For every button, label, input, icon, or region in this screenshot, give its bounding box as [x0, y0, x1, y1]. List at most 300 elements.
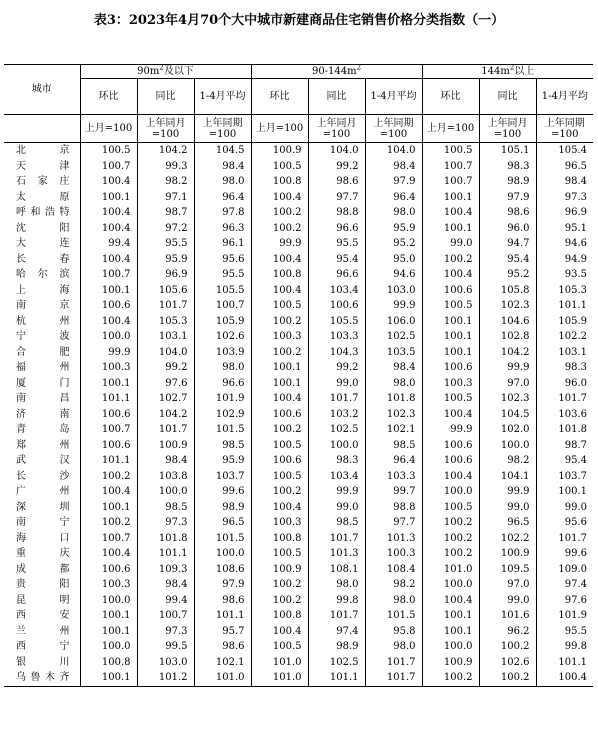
yoy-medium-cell: 97.4: [308, 624, 365, 640]
mom-small-cell: 100.4: [80, 174, 137, 190]
city-name-cell: 宁 波: [16, 331, 70, 342]
yoy-small-cell: 98.4: [137, 577, 194, 593]
mom-small-cell: 100.1: [80, 624, 137, 640]
avg-medium-cell: 101.3: [365, 531, 422, 547]
yoy-small-cell: 99.2: [137, 360, 194, 376]
yoy-large-cell: 96.5: [479, 515, 536, 531]
table-row: [4, 407, 593, 423]
price-index-table: [4, 64, 593, 687]
mom-small-cell: 100.1: [80, 190, 137, 206]
yoy-small-cell: 103.1: [137, 329, 194, 345]
city-name-cell: 济 南: [16, 408, 70, 420]
yoy-medium-cell: 104.3: [308, 345, 365, 361]
mom-medium-cell: 100.8: [251, 531, 308, 547]
yoy-large-cell: 96.2: [479, 624, 536, 640]
city-name-cell: 重 庆: [16, 548, 70, 559]
base-header-mom: 上月=100: [80, 115, 137, 143]
table-row: [4, 453, 593, 469]
yoy-medium-cell: 99.0: [308, 376, 365, 392]
yoy-small-cell: 104.2: [137, 407, 194, 423]
mom-medium-cell: 100.1: [251, 360, 308, 376]
yoy-small-cell: 98.7: [137, 205, 194, 221]
col-header-yoy: 同比: [308, 79, 365, 115]
table-row: [4, 376, 593, 392]
mom-medium-cell: 100.1: [251, 376, 308, 392]
yoy-medium-cell: 103.2: [308, 407, 365, 423]
yoy-large-cell: 104.2: [479, 345, 536, 361]
mom-medium-cell: 100.3: [251, 329, 308, 345]
mom-medium-cell: 100.2: [251, 205, 308, 221]
yoy-small-cell: 103.0: [137, 655, 194, 671]
avg-large-cell: 99.6: [536, 546, 593, 562]
yoy-medium-cell: 103.4: [308, 469, 365, 485]
table-row: [4, 267, 593, 283]
avg-small-cell: 105.9: [194, 314, 251, 330]
avg-small-cell: 100.7: [194, 298, 251, 314]
yoy-medium-cell: 99.9: [308, 484, 365, 500]
avg-medium-cell: 101.8: [365, 391, 422, 407]
table-row: [4, 655, 593, 671]
avg-small-cell: 102.6: [194, 329, 251, 345]
city-name-cell: 乌鲁木齐: [4, 670, 80, 686]
city-name-cell: 武 汉: [16, 455, 70, 466]
avg-small-cell: 98.0: [194, 360, 251, 376]
yoy-medium-cell: 101.1: [308, 670, 365, 686]
mom-medium-cell: 100.5: [251, 639, 308, 655]
avg-medium-cell: 98.0: [365, 205, 422, 221]
avg-medium-cell: 98.5: [365, 438, 422, 454]
avg-small-cell: 96.1: [194, 236, 251, 252]
avg-large-cell: 98.4: [536, 174, 593, 190]
mom-large-cell: 100.2: [422, 252, 479, 268]
mom-small-cell: 100.4: [80, 252, 137, 268]
yoy-large-cell: 105.8: [479, 283, 536, 299]
table-row: [4, 221, 593, 237]
yoy-medium-cell: 98.5: [308, 515, 365, 531]
mom-small-cell: 101.1: [80, 453, 137, 469]
mom-medium-cell: 100.5: [251, 469, 308, 485]
yoy-large-cell: 97.9: [479, 190, 536, 206]
mom-large-cell: 101.0: [422, 562, 479, 578]
mom-large-cell: 100.4: [422, 267, 479, 283]
mom-small-cell: 100.6: [80, 438, 137, 454]
avg-medium-cell: 98.2: [365, 577, 422, 593]
avg-medium-cell: 103.3: [365, 469, 422, 485]
yoy-large-cell: 97.0: [479, 577, 536, 593]
mom-large-cell: 100.2: [422, 546, 479, 562]
mom-medium-cell: 99.9: [251, 236, 308, 252]
mom-medium-cell: 100.2: [251, 577, 308, 593]
mom-large-cell: 99.0: [422, 236, 479, 252]
city-name-cell: 太 原: [16, 191, 70, 203]
mom-large-cell: 100.5: [422, 500, 479, 516]
mom-small-cell: 100.5: [80, 143, 137, 159]
mom-large-cell: 100.7: [422, 159, 479, 175]
yoy-medium-cell: 101.7: [308, 531, 365, 547]
avg-large-cell: 103.1: [536, 345, 593, 361]
mom-large-cell: 100.4: [422, 407, 479, 423]
col-header-avg: 1-4月平均: [194, 79, 251, 115]
yoy-large-cell: 99.9: [479, 360, 536, 376]
mom-large-cell: 100.6: [422, 438, 479, 454]
yoy-medium-cell: 101.7: [308, 391, 365, 407]
table-row: [4, 298, 593, 314]
yoy-large-cell: 102.2: [479, 531, 536, 547]
yoy-small-cell: 97.2: [137, 221, 194, 237]
avg-medium-cell: 106.0: [365, 314, 422, 330]
yoy-small-cell: 98.4: [137, 453, 194, 469]
yoy-large-cell: 97.0: [479, 376, 536, 392]
mom-small-cell: 100.6: [80, 562, 137, 578]
table-row: [4, 608, 593, 624]
mom-small-cell: 100.1: [80, 283, 137, 299]
avg-medium-cell: 101.7: [365, 670, 422, 686]
avg-medium-cell: 101.5: [365, 608, 422, 624]
yoy-small-cell: 100.7: [137, 608, 194, 624]
city-name-cell: 长 沙: [16, 470, 70, 482]
avg-small-cell: 96.6: [194, 376, 251, 392]
col-header-yoy: 同比: [137, 79, 194, 115]
yoy-small-cell: 97.1: [137, 190, 194, 206]
city-name-cell: 青 岛: [16, 424, 70, 435]
group-header-small: $90m^2$及以下: [80, 65, 251, 79]
mom-large-cell: 100.9: [422, 655, 479, 671]
mom-large-cell: 100.6: [422, 360, 479, 376]
avg-large-cell: 103.6: [536, 407, 593, 423]
avg-medium-cell: 108.4: [365, 562, 422, 578]
avg-large-cell: 96.0: [536, 376, 593, 392]
table-row: [4, 360, 593, 376]
yoy-small-cell: 109.3: [137, 562, 194, 578]
avg-large-cell: 95.5: [536, 624, 593, 640]
mom-medium-cell: 100.5: [251, 438, 308, 454]
avg-large-cell: 101.8: [536, 422, 593, 438]
mom-large-cell: 100.7: [422, 174, 479, 190]
avg-small-cell: 102.1: [194, 655, 251, 671]
mom-small-cell: 100.4: [80, 484, 137, 500]
yoy-medium-cell: 99.8: [308, 593, 365, 609]
col-header-mom: 环比: [80, 79, 137, 115]
city-name-cell: 兰 州: [16, 625, 70, 637]
yoy-small-cell: 101.7: [137, 298, 194, 314]
mom-small-cell: 100.3: [80, 577, 137, 593]
avg-medium-cell: 100.3: [365, 546, 422, 562]
mom-medium-cell: 100.2: [251, 314, 308, 330]
city-name-cell: 合 肥: [16, 346, 70, 358]
yoy-large-cell: 104.6: [479, 314, 536, 330]
avg-small-cell: 96.4: [194, 190, 251, 206]
yoy-large-cell: 102.3: [479, 298, 536, 314]
mom-medium-cell: 100.5: [251, 159, 308, 175]
yoy-medium-cell: 105.5: [308, 314, 365, 330]
table-row: [4, 391, 593, 407]
yoy-large-cell: 98.6: [479, 205, 536, 221]
mom-medium-cell: 100.4: [251, 391, 308, 407]
mom-medium-cell: 100.4: [251, 252, 308, 268]
mom-small-cell: 100.1: [80, 670, 137, 686]
yoy-medium-cell: 98.3: [308, 453, 365, 469]
mom-large-cell: 100.6: [422, 453, 479, 469]
mom-medium-cell: 100.2: [251, 422, 308, 438]
mom-large-cell: 100.0: [422, 577, 479, 593]
table-row: [4, 314, 593, 330]
avg-large-cell: 101.7: [536, 531, 593, 547]
yoy-large-cell: 104.5: [479, 407, 536, 423]
avg-large-cell: 97.4: [536, 577, 593, 593]
table-row: [4, 500, 593, 516]
yoy-medium-cell: 99.2: [308, 360, 365, 376]
yoy-large-cell: 96.0: [479, 221, 536, 237]
mom-large-cell: 100.3: [422, 376, 479, 392]
mom-medium-cell: 100.5: [251, 546, 308, 562]
avg-medium-cell: 102.3: [365, 407, 422, 423]
mom-large-cell: 100.1: [422, 624, 479, 640]
mom-small-cell: 100.7: [80, 159, 137, 175]
mom-small-cell: 100.0: [80, 329, 137, 345]
yoy-medium-cell: 108.1: [308, 562, 365, 578]
avg-large-cell: 102.2: [536, 329, 593, 345]
avg-medium-cell: 99.9: [365, 298, 422, 314]
avg-small-cell: 95.6: [194, 252, 251, 268]
yoy-small-cell: 95.9: [137, 252, 194, 268]
col-header-mom: 环比: [251, 79, 308, 115]
yoy-small-cell: 103.8: [137, 469, 194, 485]
yoy-medium-cell: 96.6: [308, 267, 365, 283]
avg-small-cell: 95.7: [194, 624, 251, 640]
avg-small-cell: 98.5: [194, 438, 251, 454]
avg-large-cell: 100.1: [536, 484, 593, 500]
avg-small-cell: 102.9: [194, 407, 251, 423]
mom-large-cell: 100.5: [422, 143, 479, 159]
city-name-cell: 呼和浩特: [16, 207, 70, 218]
mom-medium-cell: 100.5: [251, 298, 308, 314]
base-header-yoy: 上年同月=100: [137, 115, 194, 143]
avg-large-cell: 105.3: [536, 283, 593, 299]
mom-small-cell: 100.3: [80, 360, 137, 376]
table-row: [4, 562, 593, 578]
city-name-cell: 郑 州: [16, 439, 70, 451]
mom-medium-cell: 100.6: [251, 407, 308, 423]
yoy-small-cell: 102.7: [137, 391, 194, 407]
yoy-small-cell: 104.0: [137, 345, 194, 361]
city-name-cell: 昆 明: [16, 594, 70, 606]
mom-medium-cell: 100.2: [251, 221, 308, 237]
avg-medium-cell: 95.0: [365, 252, 422, 268]
city-name-cell: 南 京: [16, 300, 70, 311]
city-name-cell: 海 口: [16, 532, 70, 544]
yoy-medium-cell: 101.3: [308, 546, 365, 562]
avg-medium-cell: 98.8: [365, 500, 422, 516]
avg-medium-cell: 95.9: [365, 221, 422, 237]
mom-small-cell: 99.4: [80, 236, 137, 252]
table-body: [4, 143, 593, 687]
mom-medium-cell: 100.4: [251, 283, 308, 299]
avg-large-cell: 100.4: [536, 670, 593, 686]
mom-large-cell: 100.1: [422, 190, 479, 206]
mom-small-cell: 101.1: [80, 391, 137, 407]
mom-small-cell: 100.7: [80, 531, 137, 547]
base-header-mom: 上月=100: [251, 115, 308, 143]
city-name-cell: 杭 州: [16, 315, 70, 327]
mom-small-cell: 100.0: [80, 639, 137, 655]
mom-medium-cell: 101.0: [251, 655, 308, 671]
city-name-cell: 北 京: [16, 145, 70, 156]
yoy-large-cell: 100.2: [479, 639, 536, 655]
avg-medium-cell: 103.0: [365, 283, 422, 299]
mom-small-cell: 100.4: [80, 205, 137, 221]
yoy-medium-cell: 99.0: [308, 500, 365, 516]
table-title: 表3：2023年4月70个大中城市新建商品住宅销售价格分类指数（一）: [93, 13, 505, 28]
yoy-small-cell: 101.7: [137, 422, 194, 438]
avg-large-cell: 103.7: [536, 469, 593, 485]
table-row: [4, 546, 593, 562]
table-row: [4, 624, 593, 640]
mom-small-cell: 100.0: [80, 593, 137, 609]
mom-large-cell: 100.2: [422, 515, 479, 531]
avg-large-cell: 101.1: [536, 298, 593, 314]
avg-medium-cell: 94.6: [365, 267, 422, 283]
avg-small-cell: 103.7: [194, 469, 251, 485]
avg-medium-cell: 97.9: [365, 174, 422, 190]
avg-large-cell: 105.9: [536, 314, 593, 330]
yoy-medium-cell: 95.4: [308, 252, 365, 268]
mom-large-cell: 100.2: [422, 531, 479, 547]
table-row: [4, 143, 593, 159]
yoy-small-cell: 99.5: [137, 639, 194, 655]
yoy-small-cell: 98.5: [137, 500, 194, 516]
table-row: [4, 159, 593, 175]
avg-medium-cell: 95.8: [365, 624, 422, 640]
table-row: [4, 593, 593, 609]
mom-small-cell: 100.7: [80, 267, 137, 283]
table-row: [4, 236, 593, 252]
col-header-yoy: 同比: [479, 79, 536, 115]
avg-large-cell: 95.6: [536, 515, 593, 531]
yoy-small-cell: 99.3: [137, 159, 194, 175]
avg-small-cell: 101.0: [194, 670, 251, 686]
avg-large-cell: 95.4: [536, 453, 593, 469]
yoy-large-cell: 102.3: [479, 391, 536, 407]
yoy-large-cell: 100.0: [479, 438, 536, 454]
base-header-avg: 上年同期=100: [194, 115, 251, 143]
avg-small-cell: 101.5: [194, 422, 251, 438]
avg-large-cell: 109.0: [536, 562, 593, 578]
yoy-small-cell: 104.2: [137, 143, 194, 159]
city-name-cell: 厦 门: [16, 377, 70, 389]
table-row: [4, 174, 593, 190]
yoy-medium-cell: 98.9: [308, 639, 365, 655]
yoy-small-cell: 97.3: [137, 624, 194, 640]
city-name-cell: 南 昌: [16, 393, 70, 404]
city-name-cell: 大 连: [16, 238, 70, 249]
city-name-cell: 福 州: [16, 362, 70, 373]
avg-medium-cell: 96.4: [365, 453, 422, 469]
group-header-medium: $90-144m^2$: [251, 65, 422, 79]
avg-small-cell: 104.5: [194, 143, 251, 159]
avg-large-cell: 94.6: [536, 236, 593, 252]
yoy-medium-cell: 100.0: [308, 438, 365, 454]
yoy-medium-cell: 97.7: [308, 190, 365, 206]
mom-small-cell: 100.1: [80, 500, 137, 516]
avg-medium-cell: 96.4: [365, 190, 422, 206]
table-row: [4, 577, 593, 593]
mom-large-cell: 100.4: [422, 593, 479, 609]
yoy-medium-cell: 103.3: [308, 329, 365, 345]
avg-small-cell: 98.6: [194, 593, 251, 609]
avg-medium-cell: 98.0: [365, 593, 422, 609]
table-row: [4, 422, 593, 438]
mom-large-cell: 100.2: [422, 670, 479, 686]
yoy-small-cell: 97.3: [137, 515, 194, 531]
city-name-cell: 西 安: [16, 610, 70, 621]
mom-large-cell: 100.1: [422, 345, 479, 361]
avg-medium-cell: 98.0: [365, 376, 422, 392]
yoy-small-cell: 96.9: [137, 267, 194, 283]
avg-large-cell: 101.7: [536, 391, 593, 407]
avg-small-cell: 101.9: [194, 391, 251, 407]
avg-small-cell: 95.5: [194, 267, 251, 283]
mom-small-cell: 100.2: [80, 515, 137, 531]
avg-medium-cell: 104.0: [365, 143, 422, 159]
col-header-avg: 1-4月平均: [365, 79, 422, 115]
yoy-small-cell: 100.0: [137, 484, 194, 500]
base-header-avg: 上年同期=100: [365, 115, 422, 143]
city-name-cell: 长 春: [16, 253, 70, 265]
yoy-medium-cell: 98.0: [308, 577, 365, 593]
avg-medium-cell: 99.7: [365, 484, 422, 500]
mom-large-cell: 100.1: [422, 314, 479, 330]
table-row: [4, 345, 593, 361]
yoy-large-cell: 104.1: [479, 469, 536, 485]
yoy-small-cell: 105.3: [137, 314, 194, 330]
yoy-small-cell: 99.4: [137, 593, 194, 609]
table-row: [4, 329, 593, 345]
mom-medium-cell: 100.6: [251, 453, 308, 469]
mom-medium-cell: 100.2: [251, 484, 308, 500]
mom-small-cell: 100.1: [80, 376, 137, 392]
mom-large-cell: 100.6: [422, 283, 479, 299]
city-name-cell: 银 川: [16, 656, 70, 668]
base-header-yoy: 上年同月=100: [479, 115, 536, 143]
yoy-large-cell: 102.0: [479, 422, 536, 438]
mom-large-cell: 100.4: [422, 469, 479, 485]
table-row: [4, 190, 593, 206]
avg-small-cell: 100.0: [194, 546, 251, 562]
avg-medium-cell: 98.4: [365, 360, 422, 376]
mom-small-cell: 100.4: [80, 221, 137, 237]
avg-medium-cell: 102.1: [365, 422, 422, 438]
city-name-cell: 天 津: [16, 160, 70, 172]
yoy-large-cell: 98.3: [479, 159, 536, 175]
yoy-small-cell: 101.8: [137, 531, 194, 547]
avg-large-cell: 96.5: [536, 159, 593, 175]
yoy-small-cell: 105.6: [137, 283, 194, 299]
table-row: [4, 205, 593, 221]
mom-small-cell: 100.6: [80, 298, 137, 314]
yoy-large-cell: 102.6: [479, 655, 536, 671]
mom-medium-cell: 100.8: [251, 174, 308, 190]
yoy-medium-cell: 102.5: [308, 655, 365, 671]
city-name-cell: 上 海: [16, 284, 70, 296]
avg-large-cell: 94.9: [536, 252, 593, 268]
mom-large-cell: 100.0: [422, 484, 479, 500]
city-name-cell: 哈尔滨: [16, 269, 70, 280]
yoy-small-cell: 100.9: [137, 438, 194, 454]
city-name-cell: 西 宁: [16, 641, 70, 652]
yoy-large-cell: 98.9: [479, 174, 536, 190]
avg-small-cell: 99.6: [194, 484, 251, 500]
base-header-mom: 上月=100: [422, 115, 479, 143]
